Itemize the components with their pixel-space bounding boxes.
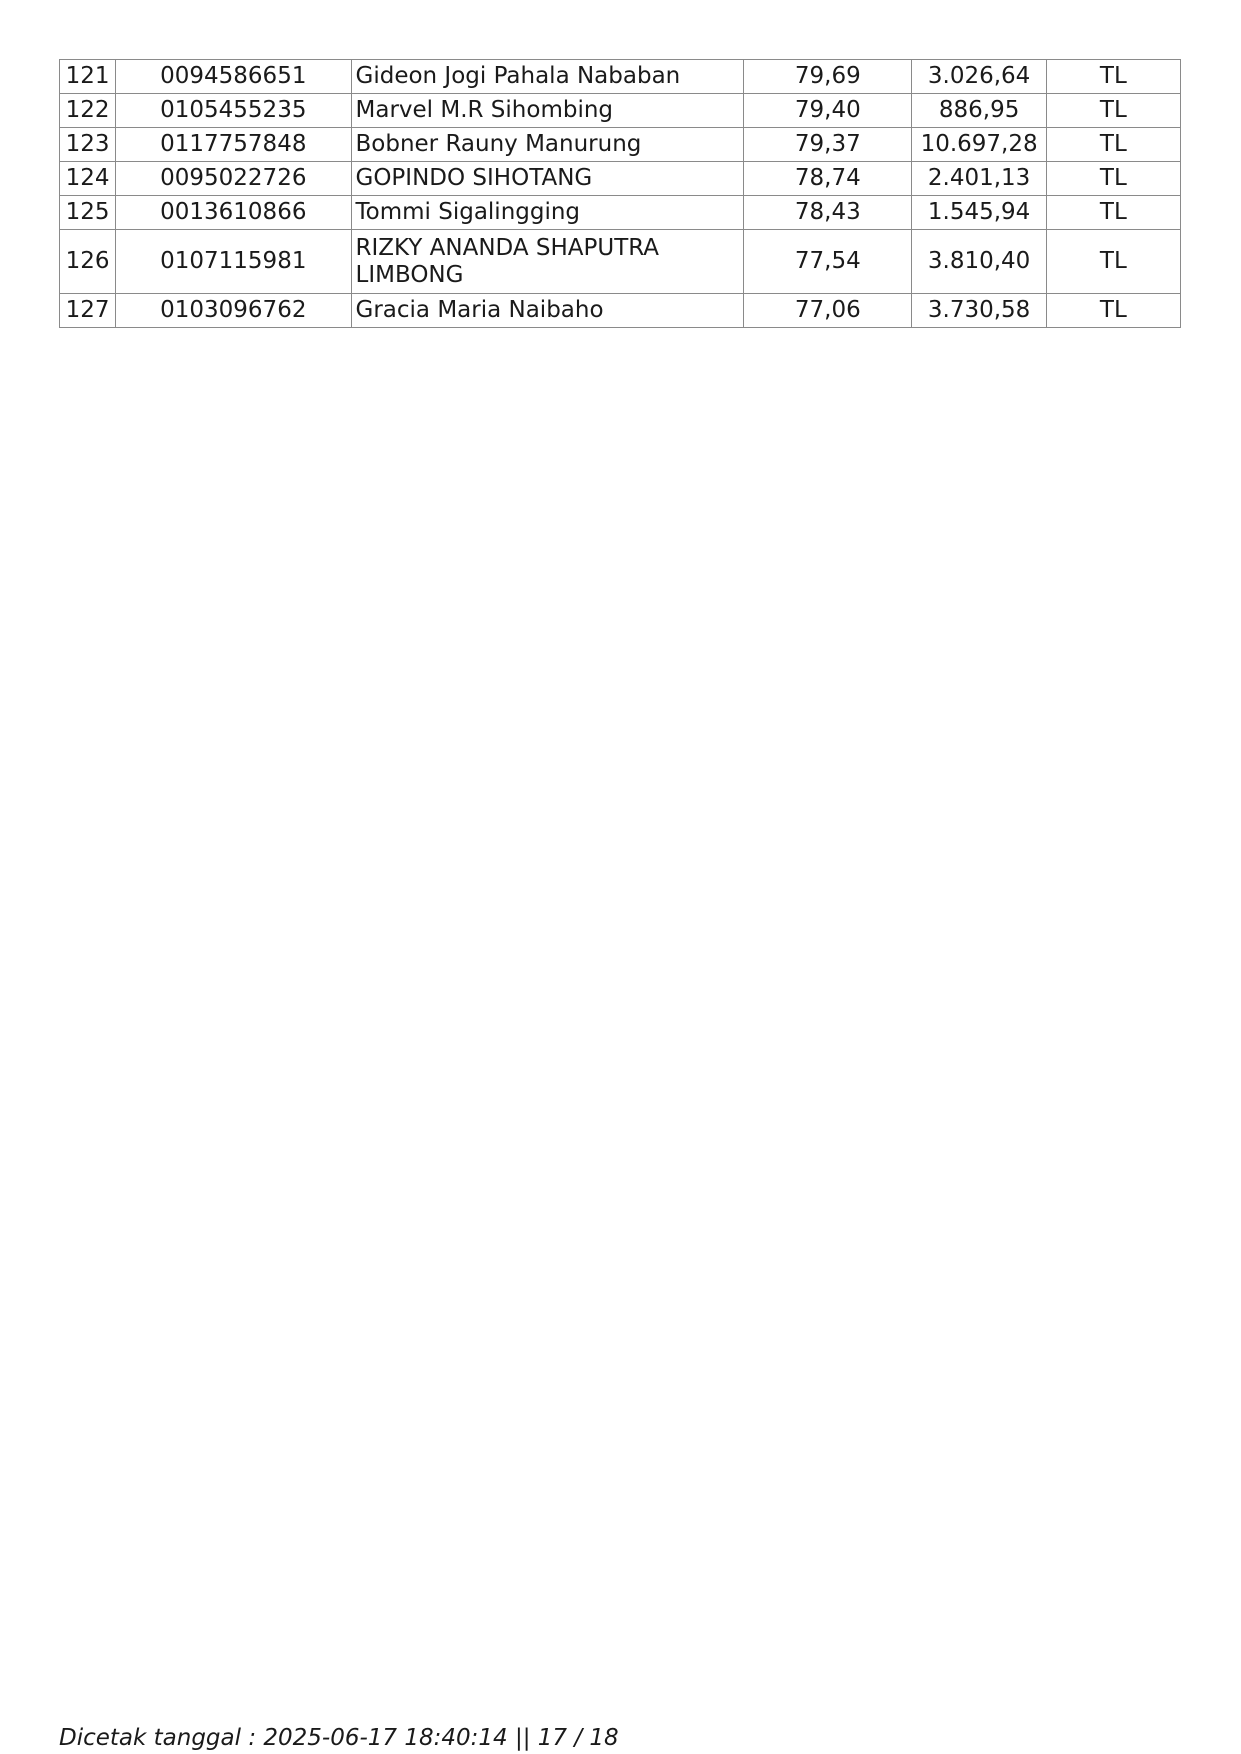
student-id: 0107115981 [116, 230, 351, 294]
row-number: 126 [60, 230, 116, 294]
table-row [60, 196, 1181, 230]
row-number: 127 [60, 294, 116, 328]
amount: 3.810,40 [912, 230, 1046, 294]
score: 78,74 [744, 162, 912, 196]
row-number: 123 [60, 128, 116, 162]
student-id: 0094586651 [116, 60, 351, 94]
row-number: 122 [60, 94, 116, 128]
score: 77,06 [744, 294, 912, 328]
student-id: 0013610866 [116, 196, 351, 230]
status: TL [1046, 94, 1180, 128]
student-name: Marvel M.R Sihombing [351, 94, 744, 128]
student-id: 0103096762 [116, 294, 351, 328]
status: TL [1046, 128, 1180, 162]
student-id: 0117757848 [116, 128, 351, 162]
table-row [60, 128, 1181, 162]
student-id: 0095022726 [116, 162, 351, 196]
student-name: Bobner Rauny Manurung [351, 128, 744, 162]
score: 77,54 [744, 230, 912, 294]
score: 79,69 [744, 60, 912, 94]
amount: 3.026,64 [912, 60, 1046, 94]
status: TL [1046, 196, 1180, 230]
student-name: Gideon Jogi Pahala Nababan [351, 60, 744, 94]
table-row [60, 94, 1181, 128]
amount: 3.730,58 [912, 294, 1046, 328]
table-row [60, 230, 1181, 294]
results-table-body [60, 60, 1181, 328]
table-row [60, 162, 1181, 196]
status: TL [1046, 294, 1180, 328]
score: 79,37 [744, 128, 912, 162]
student-name: Tommi Sigalingging [351, 196, 744, 230]
status: TL [1046, 162, 1180, 196]
student-name: GOPINDO SIHOTANG [351, 162, 744, 196]
status: TL [1046, 230, 1180, 294]
student-name: Gracia Maria Naibaho [351, 294, 744, 328]
table-row [60, 294, 1181, 328]
score: 78,43 [744, 196, 912, 230]
print-footer: Dicetak tanggal : 2025-06-17 18:40:14 || 17 / 18 [59, 1725, 619, 1751]
row-number: 124 [60, 162, 116, 196]
table-row [60, 60, 1181, 94]
score: 79,40 [744, 94, 912, 128]
status: TL [1046, 60, 1180, 94]
amount: 886,95 [912, 94, 1046, 128]
amount: 2.401,13 [912, 162, 1046, 196]
row-number: 121 [60, 60, 116, 94]
student-name: RIZKY ANANDA SHAPUTRA LIMBONG [351, 230, 744, 294]
student-id: 0105455235 [116, 94, 351, 128]
amount: 1.545,94 [912, 196, 1046, 230]
results-table [59, 59, 1181, 328]
amount: 10.697,28 [912, 128, 1046, 162]
row-number: 125 [60, 196, 116, 230]
